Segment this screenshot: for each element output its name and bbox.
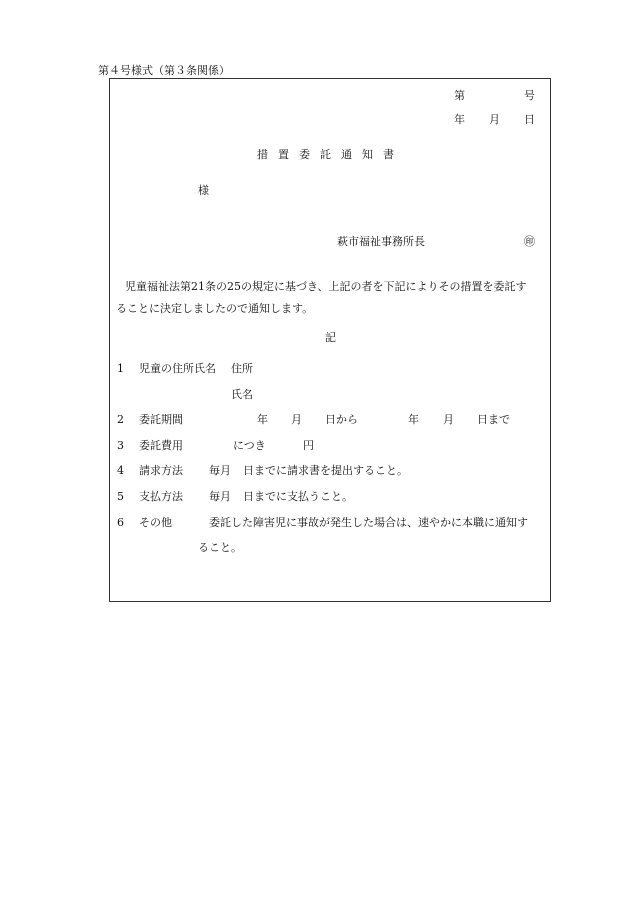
item-4-monthly: 毎月 — [209, 464, 231, 477]
item-4-number: 4 — [117, 464, 124, 477]
title-char: 置 — [278, 148, 289, 161]
item-1-name: 氏名 — [231, 388, 253, 401]
item-2-day-from: 日から — [325, 413, 358, 426]
number-prefix: 第 — [454, 89, 465, 102]
number-suffix: 号 — [524, 89, 535, 102]
item-3-per: につき — [233, 439, 266, 452]
title-char: 措 — [257, 148, 268, 161]
item-3-number: 3 — [117, 439, 124, 452]
title-char: 知 — [362, 148, 373, 161]
document-title — [257, 148, 404, 162]
item-3-label: 委託費用 — [139, 439, 183, 452]
item-4-label: 請求方法 — [139, 464, 183, 477]
addressee-suffix: 様 — [198, 184, 209, 197]
title-char: 託 — [320, 148, 331, 161]
title-char: 委 — [299, 148, 310, 161]
item-2-number: 2 — [117, 413, 124, 426]
item-1-address: 住所 — [231, 362, 253, 375]
item-5-number: 5 — [117, 490, 124, 503]
item-2-label: 委託期間 — [139, 413, 183, 426]
item-4-text: 日までに請求書を提出すること。 — [243, 464, 408, 477]
item-6-number: 6 — [117, 516, 124, 529]
item-2-year-1: 年 — [257, 413, 268, 426]
ki-heading: 記 — [325, 331, 336, 344]
form-label: 第４号様式（第３条関係） — [98, 64, 230, 77]
item-2-year-2: 年 — [408, 413, 419, 426]
item-6-line-2: ること。 — [198, 541, 242, 554]
item-1-label: 児童の住所氏名 — [139, 362, 216, 375]
title-char: 書 — [383, 148, 394, 161]
item-6-line-1: 委託した障害児に事故が発生した場合は、速やかに本職に通知す — [209, 516, 528, 529]
body-line-1: 児童福祉法第21条の25の規定に基づき、上記の者を下記によりその措置を委託す — [125, 280, 527, 293]
date-year: 年 — [454, 113, 465, 126]
item-2-day-to: 日まで — [477, 413, 510, 426]
item-6-label: その他 — [139, 516, 172, 529]
item-5-monthly: 毎月 — [209, 490, 231, 503]
item-1-number: 1 — [117, 362, 124, 375]
item-5-text: 日までに支払うこと。 — [243, 490, 353, 503]
item-5-label: 支払方法 — [139, 490, 183, 503]
sender-name: 萩市福祉事務所長 — [337, 235, 425, 248]
item-3-yen: 円 — [303, 439, 314, 452]
item-2-month-2: 月 — [443, 413, 454, 426]
date-day: 日 — [524, 113, 535, 126]
body-line-2: ることに決定しましたので通知します。 — [116, 302, 314, 315]
date-month: 月 — [489, 113, 500, 126]
seal-mark: ㊞ — [524, 235, 535, 248]
title-char: 通 — [341, 148, 352, 161]
item-2-month-1: 月 — [291, 413, 302, 426]
